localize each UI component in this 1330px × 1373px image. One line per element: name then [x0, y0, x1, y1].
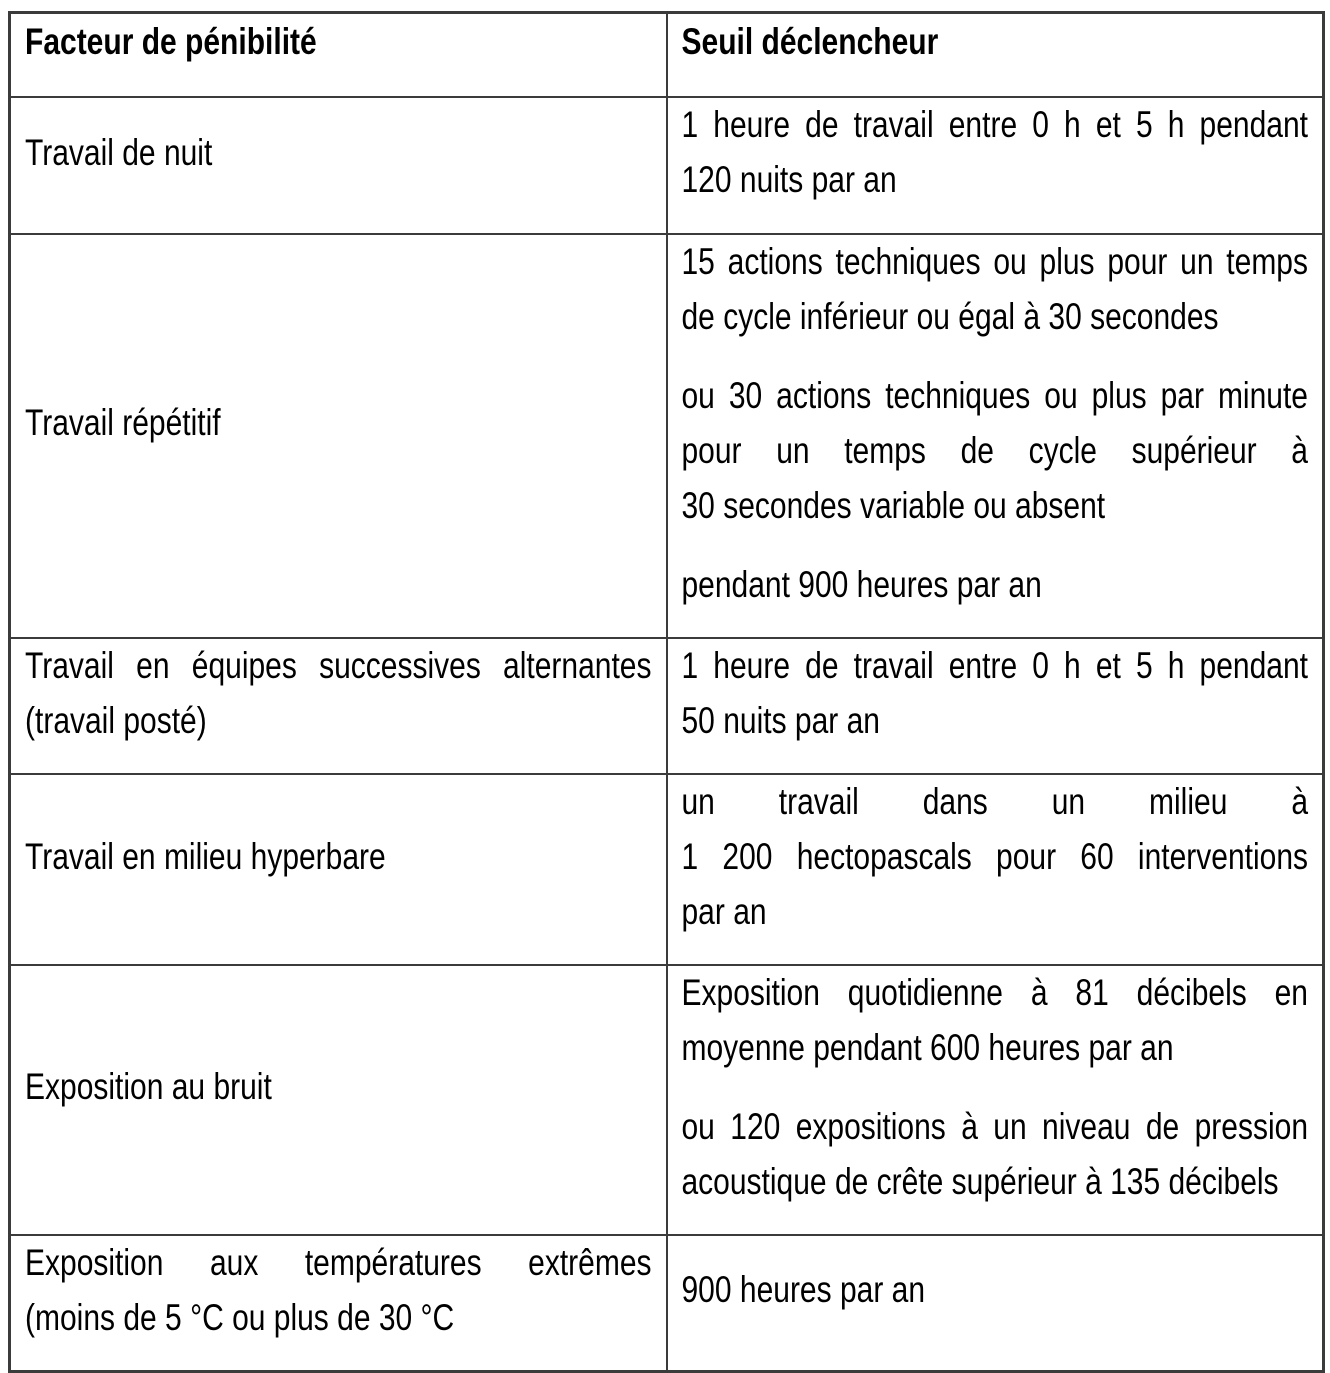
text-line: moyenne pendant 600 heures par an [681, 1027, 1174, 1069]
text-line: (moins de 5 °C ou plus de 30 °C [25, 1298, 455, 1339]
text-line: 120 nuits par an [681, 160, 897, 201]
cell-threshold-shift-work [667, 638, 1324, 774]
table-row [10, 965, 1324, 1235]
document-page [8, 11, 1325, 1373]
cell-factor-extreme-temperatures [10, 1235, 667, 1372]
text-line: 1 heure de travail entre 0 h et 5 h pendant [681, 105, 1308, 146]
text-line: 900 heures par an [681, 1270, 926, 1311]
header-threshold-label: Seuil déclencheur [681, 22, 939, 63]
cell-factor-night-work [10, 97, 667, 234]
cell-threshold-hyperbaric [667, 774, 1324, 965]
text-line: ou 120 expositions à un niveau de pression [681, 1106, 1308, 1148]
header-threshold [667, 13, 1324, 97]
cell-factor-shift-work [10, 638, 667, 774]
text-line: Exposition quotidienne à 81 décibels en [681, 972, 1308, 1014]
text-line: pendant 900 heures par an [681, 564, 1042, 606]
text-line: (travail posté) [25, 700, 207, 742]
cell-threshold-night-work [667, 97, 1324, 234]
text-line: 1 heure de travail entre 0 h et 5 h pendant [681, 645, 1308, 687]
penibilite-table [8, 11, 1325, 1373]
cell-factor-noise [10, 965, 667, 1235]
table-row [10, 234, 1324, 638]
cell-threshold-repetitive-work [667, 234, 1324, 638]
text-line: 1 200 hectopascals pour 60 interventions [681, 836, 1308, 878]
table-header-row [10, 13, 1324, 97]
table-row [10, 1235, 1324, 1372]
text-line: de cycle inférieur ou égal à 30 secondes [681, 296, 1219, 338]
header-factor [10, 13, 667, 97]
cell-threshold-noise [667, 965, 1324, 1235]
header-factor-label: Facteur de pénibilité [25, 22, 317, 63]
text-line: 30 secondes variable ou absent [681, 485, 1106, 527]
text-line: un travail dans un milieu à [681, 781, 1308, 823]
table-row [10, 638, 1324, 774]
text-line: Travail en équipes successives alternantes [25, 645, 652, 687]
text-line: pour un temps de cycle supérieur à [681, 430, 1308, 472]
text-line: par an [681, 891, 767, 933]
cell-factor-repetitive-work [10, 234, 667, 638]
text-line: Exposition au bruit [25, 1067, 272, 1108]
text-line: Travail de nuit [25, 132, 213, 174]
text-line: acoustique de crête supérieur à 135 décibels [681, 1161, 1279, 1203]
cell-threshold-extreme-temperatures [667, 1235, 1324, 1372]
cell-factor-hyperbaric [10, 774, 667, 965]
text-line: 50 nuits par an [681, 700, 880, 742]
text-line: 15 actions techniques ou plus pour un temps [681, 241, 1308, 283]
text-line: Exposition aux températures extrêmes [25, 1243, 652, 1284]
text-line: ou 30 actions techniques ou plus par minute [681, 375, 1308, 417]
table-row [10, 774, 1324, 965]
table-row [10, 97, 1324, 234]
text-line: Travail en milieu hyperbare [25, 836, 386, 878]
text-line: Travail répétitif [25, 403, 221, 444]
